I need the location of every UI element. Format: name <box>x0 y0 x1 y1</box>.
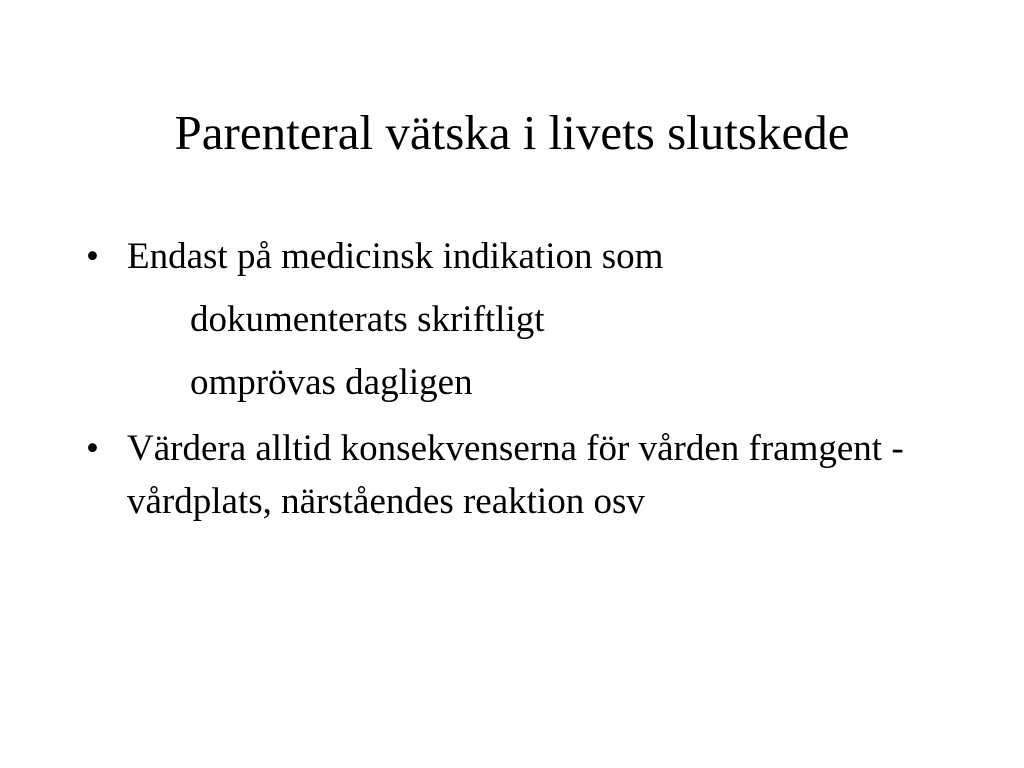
bullet-text: Värdera alltid konsekvenserna för vården framgent - vårdplats, närståendes reaktion osv <box>127 428 904 522</box>
slide-title: Parenteral vätska i livets slutskede <box>174 105 850 160</box>
bullet-item <box>86 422 946 528</box>
bullet-item <box>86 230 946 409</box>
bullet-marker: • <box>86 428 99 469</box>
bullet-sub-line: omprövas dagligen <box>190 362 473 403</box>
bullet-list <box>86 230 946 541</box>
bullet-sub-line: dokumenterats skriftligt <box>190 299 545 340</box>
bullet-text: Endast på medicinsk indikation som <box>127 236 664 277</box>
bullet-marker: • <box>86 236 99 277</box>
